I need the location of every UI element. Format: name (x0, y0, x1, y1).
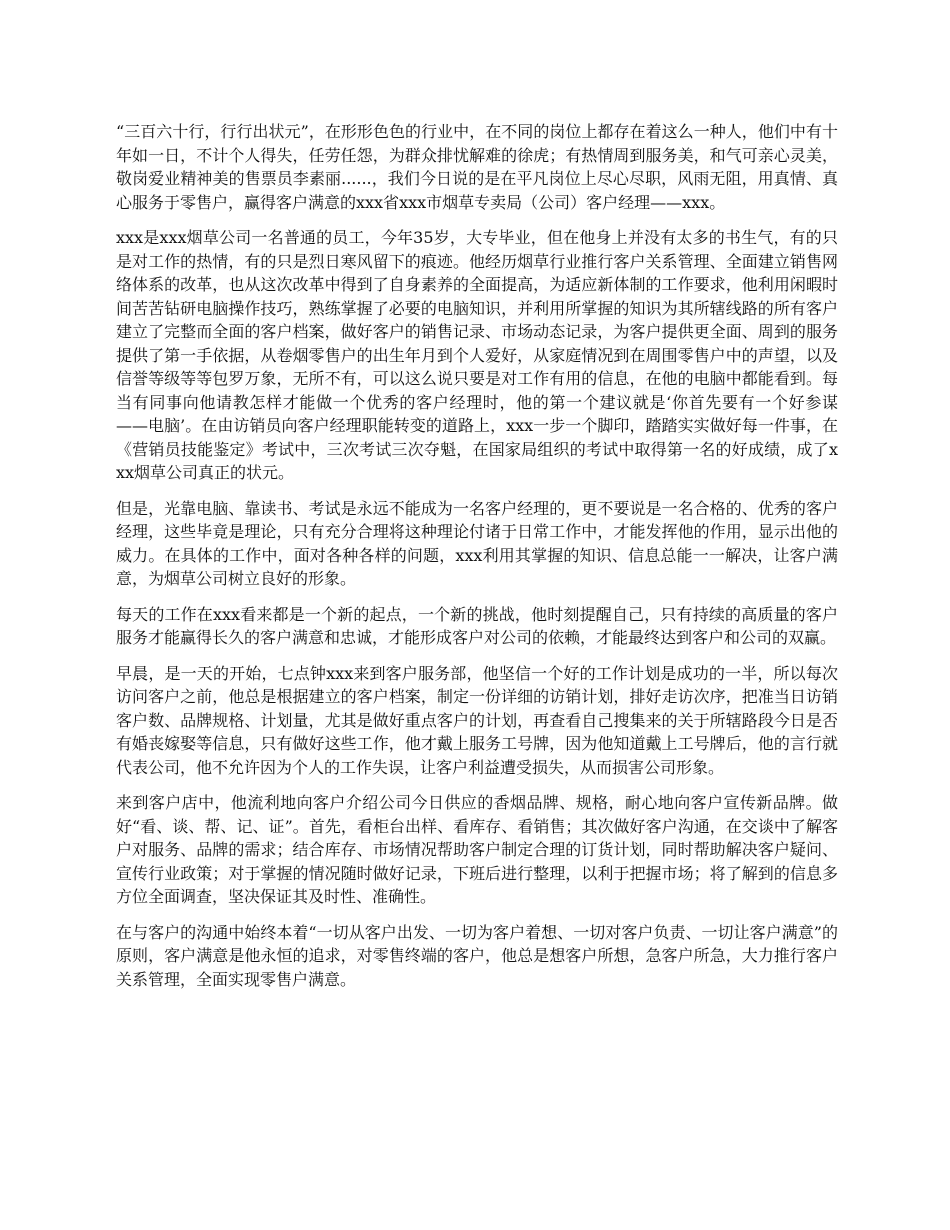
paragraph-customer-visit: 来到客户店中，他流利地向客户介绍公司今日供应的香烟品牌、规格，耐心地向客户宣传新品牌。做好“看、谈、帮、记、证”。首先，看柜台出样、看库存、看销售；其次做好客户沟通，在交谈中了解客户对服务、品牌的需求；结合库存、市场情况帮助客户制定合理的订货计划，同时帮助解决客户疑问、宣传行业政策；对于掌握的情况随时做好记录，下班后进行整理，以利于把握市场；将了解到的信息多方位全面调查，坚决保证其及时性、准确性。 (116, 793, 838, 906)
paragraph-intro: “三百六十行，行行出状元”，在形形色色的行业中，在不同的岗位上都存在着这么一种人，他们中有十年如一日，不计个人得失，任劳任怨，为群众排忧解难的徐虎；有热情周到服务美，和气可亲心灵美，敬岗爱业精神美的售票员李素丽......，我们今日说的是在平凡岗位上尽心尽职，风雨无阻，用真情、真心服务于零售户，赢得客户满意的xxx省xxx市烟草专卖局（公司）客户经理——xxx。 (116, 122, 838, 212)
paragraph-morning: 早晨，是一天的开始，七点钟xxx来到客户服务部，他坚信一个好的工作计划是成功的一半，所以每次访问客户之前，他总是根据建立的客户档案，制定一份详细的访销计划，排好走访次序，把准当日访销客户数、品牌规格、计划量，尤其是做好重点客户的计划，再查看自己搜集来的关于所辖路段今日是否有婚丧嫁娶等信息，只有做好这些工作，他才戴上服务工号牌，因为他知道戴上工号牌后，他的言行就代表公司，他不允许因为个人的工作失误，让客户利益遭受损失，从而损害公司形象。 (116, 663, 838, 777)
paragraph-background: xxx是xxx烟草公司一名普通的员工，今年35岁，大专毕业，但在他身上并没有太多的书生气，有的只是对工作的热情，有的只是烈日寒风留下的痕迹。他经历烟草行业推行客户关系管理、全面建立销售网络体系的改革，也从这次改革中得到了自身素养的全面提高，为适应新体制的工作要求，他利用闲暇时间苦苦钻研电脑操作技巧，熟练掌握了必要的电脑知识，并利用所掌握的知识为其所辖线路的所有客户建立了完整而全面的客户档案，做好客户的销售记录、市场动态记录，为客户提供更全面、周到的服务提供了第一手依据，从卷烟零售户的出生年月到个人爱好，从家庭情况到在周围零售户中的声望，以及信誉等级等等包罗万象，无所不有，可以这么说只要是对工作有用的信息，在他的电脑中都能看到。每当有同事向他请教怎样才能做一个优秀的客户经理时，他的第一个建议就是‘你首先要有一个好参谋——电脑’。在由访销员向客户经理职能转变的道路上，xxx一步一个脚印，踏踏实实做好每一件事，在《营销员技能鉴定》考试中，三次考试三次夺魁，在国家局组织的考试中取得第一名的好成绩，成了xxx烟草公司真正的状元。 (116, 228, 838, 482)
paragraph-practice: 但是，光靠电脑、靠读书、考试是永远不能成为一名客户经理的，更不要说是一名合格的、优秀的客户经理，这些毕竟是理论，只有充分合理将这种理论付诸于日常工作中，才能发挥他的作用，显示出他的威力。在具体的工作中，面对各种各样的问题，xxx利用其掌握的知识、信息总能一一解决，让客户满意，为烟草公司树立良好的形象。 (116, 498, 838, 588)
paragraph-daily-challenge: 每天的工作在xxx看来都是一个新的起点，一个新的挑战，他时刻提醒自己，只有持续的高质量的客户服务才能赢得长久的客户满意和忠诚，才能形成客户对公司的依赖，才能最终达到客户和公司的双赢。 (116, 604, 838, 647)
document-body (116, 120, 838, 1003)
paragraph-principle: 在与客户的沟通中始终本着“一切从客户出发、一切为客户着想、一切对客户负责、一切让客户满意”的原则，客户满意是他永恒的追求，对零售终端的客户，他总是想客户所想，急客户所急，大力推行客户关系管理，全面实现零售户满意。 (116, 922, 838, 989)
